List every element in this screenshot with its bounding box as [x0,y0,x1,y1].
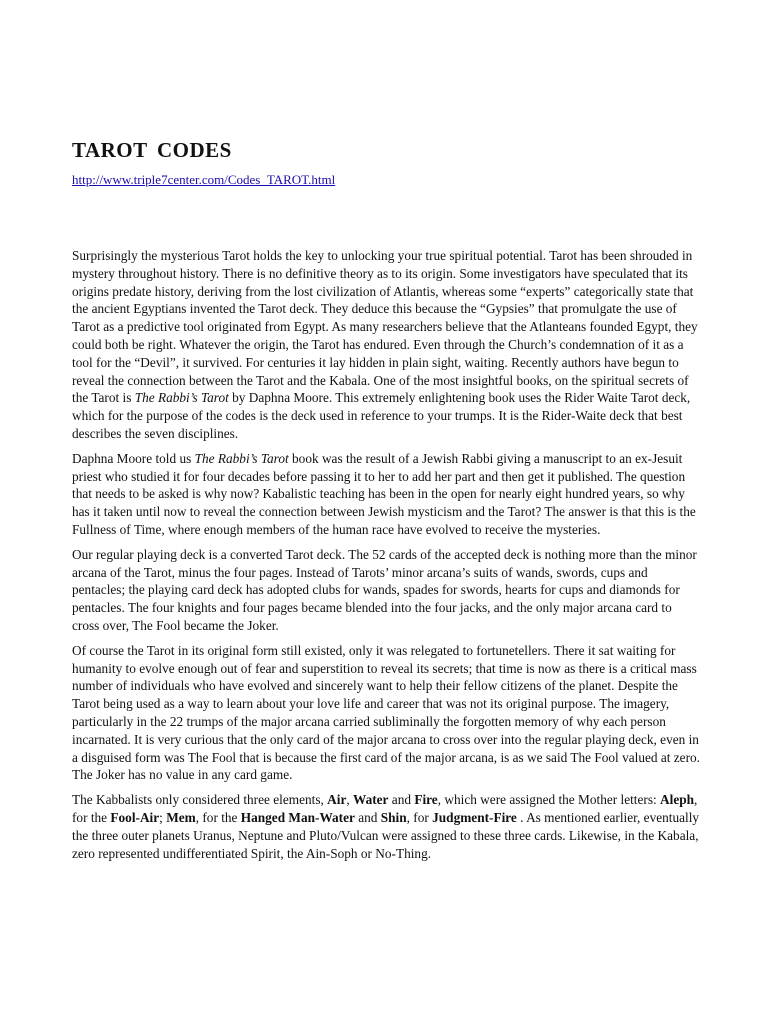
paragraph-text: Our regular playing deck is a converted Tarot deck. The 52 cards of the accepted deck is nothing more than the minor arcana of the Tarot, minus the four pages. Instead of Tarots’ minor arcana’s suits of wands, swords, cups and pentacles; the playing card deck has adopted clubs for wands, spades for swords, hearts for cups and diamonds for pentacles. The four knights and four pages became blended into the four jacks, and the only major arcana card to cross over, The Fool became the Joker. [72,546,697,633]
bold-term: Fool-Air [110,809,160,825]
paragraph-1 [72,247,700,443]
paragraph-text: Surprisingly the mysterious Tarot holds the key to unlocking your true spiritual potential. Tarot has been shrouded in mystery throughout history. There is no definitive theory as to its origin. Some investigators have speculated that its origins predate history, deriving from the lost civilization of Atlantis, whereas some “experts” categorically state that the ancient Egyptians invented the Tarot deck. They deduce this because the “Gypsies” that promulgate the use of Tarot as a predictive tool originated from Egypt. As many researchers believe that the Atlanteans founded Egypt, they could both be right. Whatever the origin, the Tarot has endured. Even through the Church’s condemnation of it as a tool for the “Devil”, it survived. For centuries it lay hidden in plain sight, waiting. Recently authors have begun to reveal the connection between the Tarot and the Kabala. One of the most insightful books, on the spiritual secrets of the Tarot is [72,248,698,406]
paragraph-text: by Daphna Moore. This extremely enlightening book uses the Rider Waite Tarot deck, which for the purpose of the codes is the deck used in reference to your trumps. It is the Rider-Waite deck that best describes the seven disciplines. [72,390,691,441]
book-title: The Rabbi’s Tarot [194,450,289,466]
paragraph-text: Daphna Moore told us [72,450,195,466]
book-title: The Rabbi’s Tarot [134,390,229,406]
bold-term: Hanged Man-Water [240,809,355,825]
paragraph-text: , for the [195,809,241,825]
paragraph-3 [72,546,700,635]
bold-term: Air [327,792,347,808]
document-body [72,247,700,869]
paragraph-5 [72,791,700,862]
bold-term: Mem [166,809,196,825]
source-url-link[interactable]: http://www.triple7center.com/Codes_TAROT.html [72,172,336,187]
paragraph-text: ; [159,809,167,825]
paragraph-text: , which were assigned the Mother letters: [437,792,661,808]
document-title: TAROT CODES [72,138,232,162]
paragraph-text: . As mentioned earlier, eventually the three outer planets Uranus, Neptune and Pluto/Vulcan were assigned to these three cards. Likewise, in the Kabala, zero represented undifferentiated Spirit, the Ain-Soph or No-Thing. [72,809,700,861]
paragraph-4 [72,642,700,784]
bold-term: Water [353,792,389,808]
paragraph-text: The Kabbalists only considered three elements, [72,792,328,808]
bold-term: Shin [380,809,407,825]
paragraph-text: , for [406,809,433,825]
paragraph-text: and [354,809,381,825]
paragraph-text: , [346,792,354,808]
paragraph-2 [72,450,700,539]
bold-term: Aleph [660,792,695,808]
bold-term: Judgment-Fire [432,809,517,825]
bold-term: Fire [414,792,438,808]
paragraph-text: , for the [72,792,698,825]
paragraph-text: and [388,792,415,808]
paragraph-text: book was the result of a Jewish Rabbi giving a manuscript to an ex-Jesuit priest who studied it for four decades before passing it to her to add her part and then get it published. The question that needs to be asked is why now? Kabalistic teaching has been in the open for nearly eight hundred years, so why has it taken until now to reveal the connection between Jewish mysticism and the Tarot? The answer is that this is the Fullness of Time, where enough members of the human race have evolved to receive the mysteries. [72,450,696,537]
paragraph-text: Of course the Tarot in its original form still existed, only it was relegated to fortunetellers. There it sat waiting for humanity to evolve enough out of fear and superstition to reveal its secrets; that time is now as there is a critical mass number of individuals who have evolved and sincerely want to help their fellow citizens of the planet. Despite the Tarot being used as a way to learn about your love life and career that was not its original purpose. The imagery, particularly in the 22 trumps of the major arcana carried subliminally the forgotten memory of why each person incarnated. It is very curious that the only card of the major arcana to cross over into the regular playing deck, even in a disguised form was The Fool that is because the first card of the major arcana, is as we said The Fool valued at zero. The Joker has no value in any card game. [72,642,700,783]
